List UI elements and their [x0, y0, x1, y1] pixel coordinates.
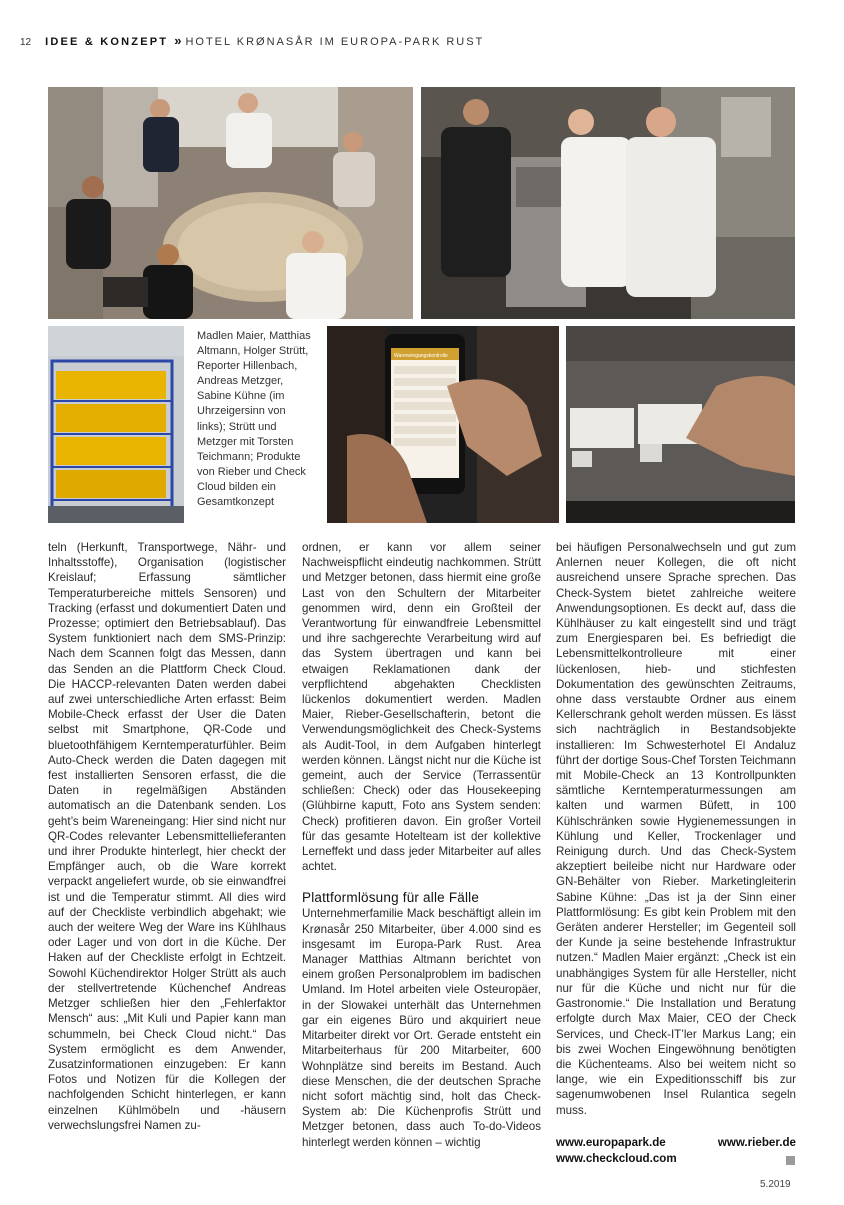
photo-caption: Madlen Maier, Matthias Altmann, Holger Strütt, Reporter Hillenbach, Andreas Metzger, Sabine Kühne (im Uhrzeigersinn von links); Strütt und Metzger mit Torsten Teichmann; Produkte von Rieber und Check Cloud bilden ein Gesamtkonzept — [197, 330, 311, 509]
meeting-photo — [48, 87, 413, 319]
article-column-1 — [48, 540, 286, 1170]
rieber-link[interactable]: www.rieber.de — [717, 1136, 796, 1149]
website-links — [556, 1135, 796, 1167]
crates-photo — [48, 326, 184, 523]
smartphone-checklist-photo — [327, 326, 559, 523]
article-subtitle: HOTEL KRØNASÅR IM EUROPA-PARK RUST — [185, 36, 485, 48]
header-separator: » — [174, 33, 180, 48]
end-of-article-square-icon — [786, 1156, 795, 1165]
article-column-2 — [302, 540, 541, 1170]
column-2-text-b: Unternehmerfamilie Mack beschäftigt allein im Krønasår 250 Mitarbeiter, über 4.000 sind es insgesamt im Europa-Park Rust. Area Manager Matthias Altmann berichtet von einem großen Personalproblem im badischen Umland. Im Hotel arbeiten viele Osteuropäer, in der Slowakei unterhält das Unternehmen gar ein eigenes Büro und akquiriert neue Mitarbeiter direkt vor Ort. Gerade entsteht ein Mitarbeiterhaus für 200 Mitarbeiter, 600 Wohnplätze sind bereits im Bestand. Auch diese Menschen, die der deutschen Sprache nicht sofort mächtig sind, holt das Check-System ab: Die Küchenprofis Strütt und Metzger betonen, dass auch To-do-Videos hinterlegt werden können – wichtig — [302, 907, 541, 1149]
section-title: IDEE & KONZEPT — [45, 36, 169, 48]
page-number: 12 — [20, 37, 32, 48]
subheading-plattformloesung: Plattformlösung für alle Fälle — [302, 890, 480, 906]
running-header — [20, 33, 484, 49]
phone-screen-title: Wareneingangskontrolle — [394, 353, 448, 359]
checkcloud-link[interactable]: www.checkcloud.com — [556, 1152, 677, 1165]
column-2-text-a: ordnen, er kann vor allem seiner Nachweispflicht eindeutig nachkommen. Strütt und Metzger betonen, dass hiermit eine große Last von den Schultern der Mitarbeiter genommen wird, denn ein Großteil der Verantwortung für einwandfreie Lebensmittel und ihre sachgerechte Verarbeitung wird auf das System übertragen und kann bei etwaigen Reklamationen dank der verpflichtend abgehakten Checklisten lückenlos dokumentiert werden. Madlen Maier, Rieber-Gesellschafterin, betont die Verwendungsmöglichkeit des Check-Systems als Audit-Tool, in dem Aufgaben hinterlegt werden können. Längst nicht nur die Küche ist gemeint, auch der Service (Terrassentür schließen: Check) oder das Housekeeping (Glühbirne kaputt, Foto ans System senden: Check) profitieren davon. Ein großer Vorteil für das gesamte Hotelteam ist der kollektive Lerneffekt und dass jeder Mitarbeiter auf alles achtet. — [302, 541, 541, 874]
column-1-text: teln (Herkunft, Transportwege, Nähr- und Inhaltsstoffe), Organisation (logistischer Kreislauf; Erfassung sämtlicher Temperaturbereiche mittels Sensoren) und Tracking (erfasst und dokumentiert Daten und Prozesse; optimiert den Betriebsablauf). Das System funktioniert nach dem SMS-Prinzip: Nach dem Scannen folgt das Messen, dann das Senden an die Plattform Check Cloud. Die HACCP-relevanten Daten werden dabei auf zwei unterschiedliche Arten erfasst: Beim Mobile-Check erfasst der User die Daten selbst mit Smartphone, QR-Code und bluetoothfähigem Kerntemperaturfühler. Beim Auto-Check werden die Daten dagegen mit fest installierten Sensoren erfasst, die die Daten in regelmäßigen Abständen automatisch an die Datenbank senden. Los geht’s beim Wareneingang: Hier sind nicht nur QR-Codes relevanter Lebensmittellieferanten und ihrer Produkte hinterlegt, hier checkt der Empfänger auch, ob die Ware korrekt verpackt angeliefert wurde, ob sie einwandfrei ist und die Temperatur stimmt. All dies wird auf der Checkliste verbindlich abgehakt; wie auch der weitere Weg der Ware ins Kühlhaus oder Lager und von dort in die Küche. Der Haken auf der Checkliste erfolgt in Echtzeit. Sowohl Küchendirektor Holger Strütt als auch der stellvertretende Küchenchef Andreas Metzger schließen hier den „Fehlerfaktor Mensch“ aus: „Mit Kuli und Papier kann man schummeln, bei Check Cloud nicht.“ Das System ermöglicht es dem Anwender, Zusatzinformationen einzugeben: Er kann Fotos und Notizen für die Kollegen der nachfolgenden Schicht hinterlegen, er kann einzelnen Kühlmöbeln und -häusern verwechslungsfrei Namen zu- — [48, 541, 286, 1132]
qr-code-panel-photo — [566, 326, 795, 523]
kitchen-team-photo — [421, 87, 795, 319]
europapark-link[interactable]: www.europapark.de — [556, 1136, 666, 1149]
issue-number: 5.2019 — [760, 1179, 791, 1190]
column-3-text: bei häufigen Personalwechseln und gut zum Anlernen neuer Kollegen, die oft nicht ausreichend unsere Sprache sprechen. Das Check-System bietet zahlreiche weitere Anwendungsoptionen. Es deckt auf, dass die Kühlhäuser zu kalt eingestellt sind und trägt zum Energiesparen bei. Es befriedigt die Lebensmittelkontrolleure mit einer lückenlosen, hieb- und stichfesten Dokumentation des gewünschten Zeitraums, ohne dass verstaubte Ordner aus einem Kellerschrank geholt werden müssen. Es lässt sich nachträglich in Bestandsobjekte installieren: Im Schwesterhotel El Andaluz führt der dortige Sous-Chef Torsten Teichmann mit Mobile-Check an 13 Kontrollpunkten sämtliche Kerntemperaturmessungen am kalten und warmen Büfett, in 100 Kühlschränken sowie Hygienemessungen in Kühlung und Keller, Trockenlager und Reinigung durch. Und das Check-System akzeptiert beileibe nicht nur Hardware oder GN-Behälter von Rieber. Marketingleiterin Sabine Kühne: „Das ist ja der Sinn einer Plattformlösung: Es gibt kein Problem mit den Geräten anderer Hersteller; im Gegenteil soll der Kunde ja seine bestehende Infrastruktur nutzen.“ Madlen Maier ergänzt: „Check ist ein unabhängiges System für alle Hersteller, nicht nur für die Küche und nicht nur für die Gastronomie.“ Die Installation und Beratung erfolgte durch Max Maier, CEO der Check Services, und Check-IT’ler Markus Lang; ein bis zwei Wochen Eingewöhnung benötigten die Küchenteams. Also bei weitem nicht so lange, wie ein Expeditionsschiff bis zur sagenumwobenen Insel Rulantica segeln muss. — [556, 541, 796, 1117]
article-column-3 — [556, 540, 796, 1135]
